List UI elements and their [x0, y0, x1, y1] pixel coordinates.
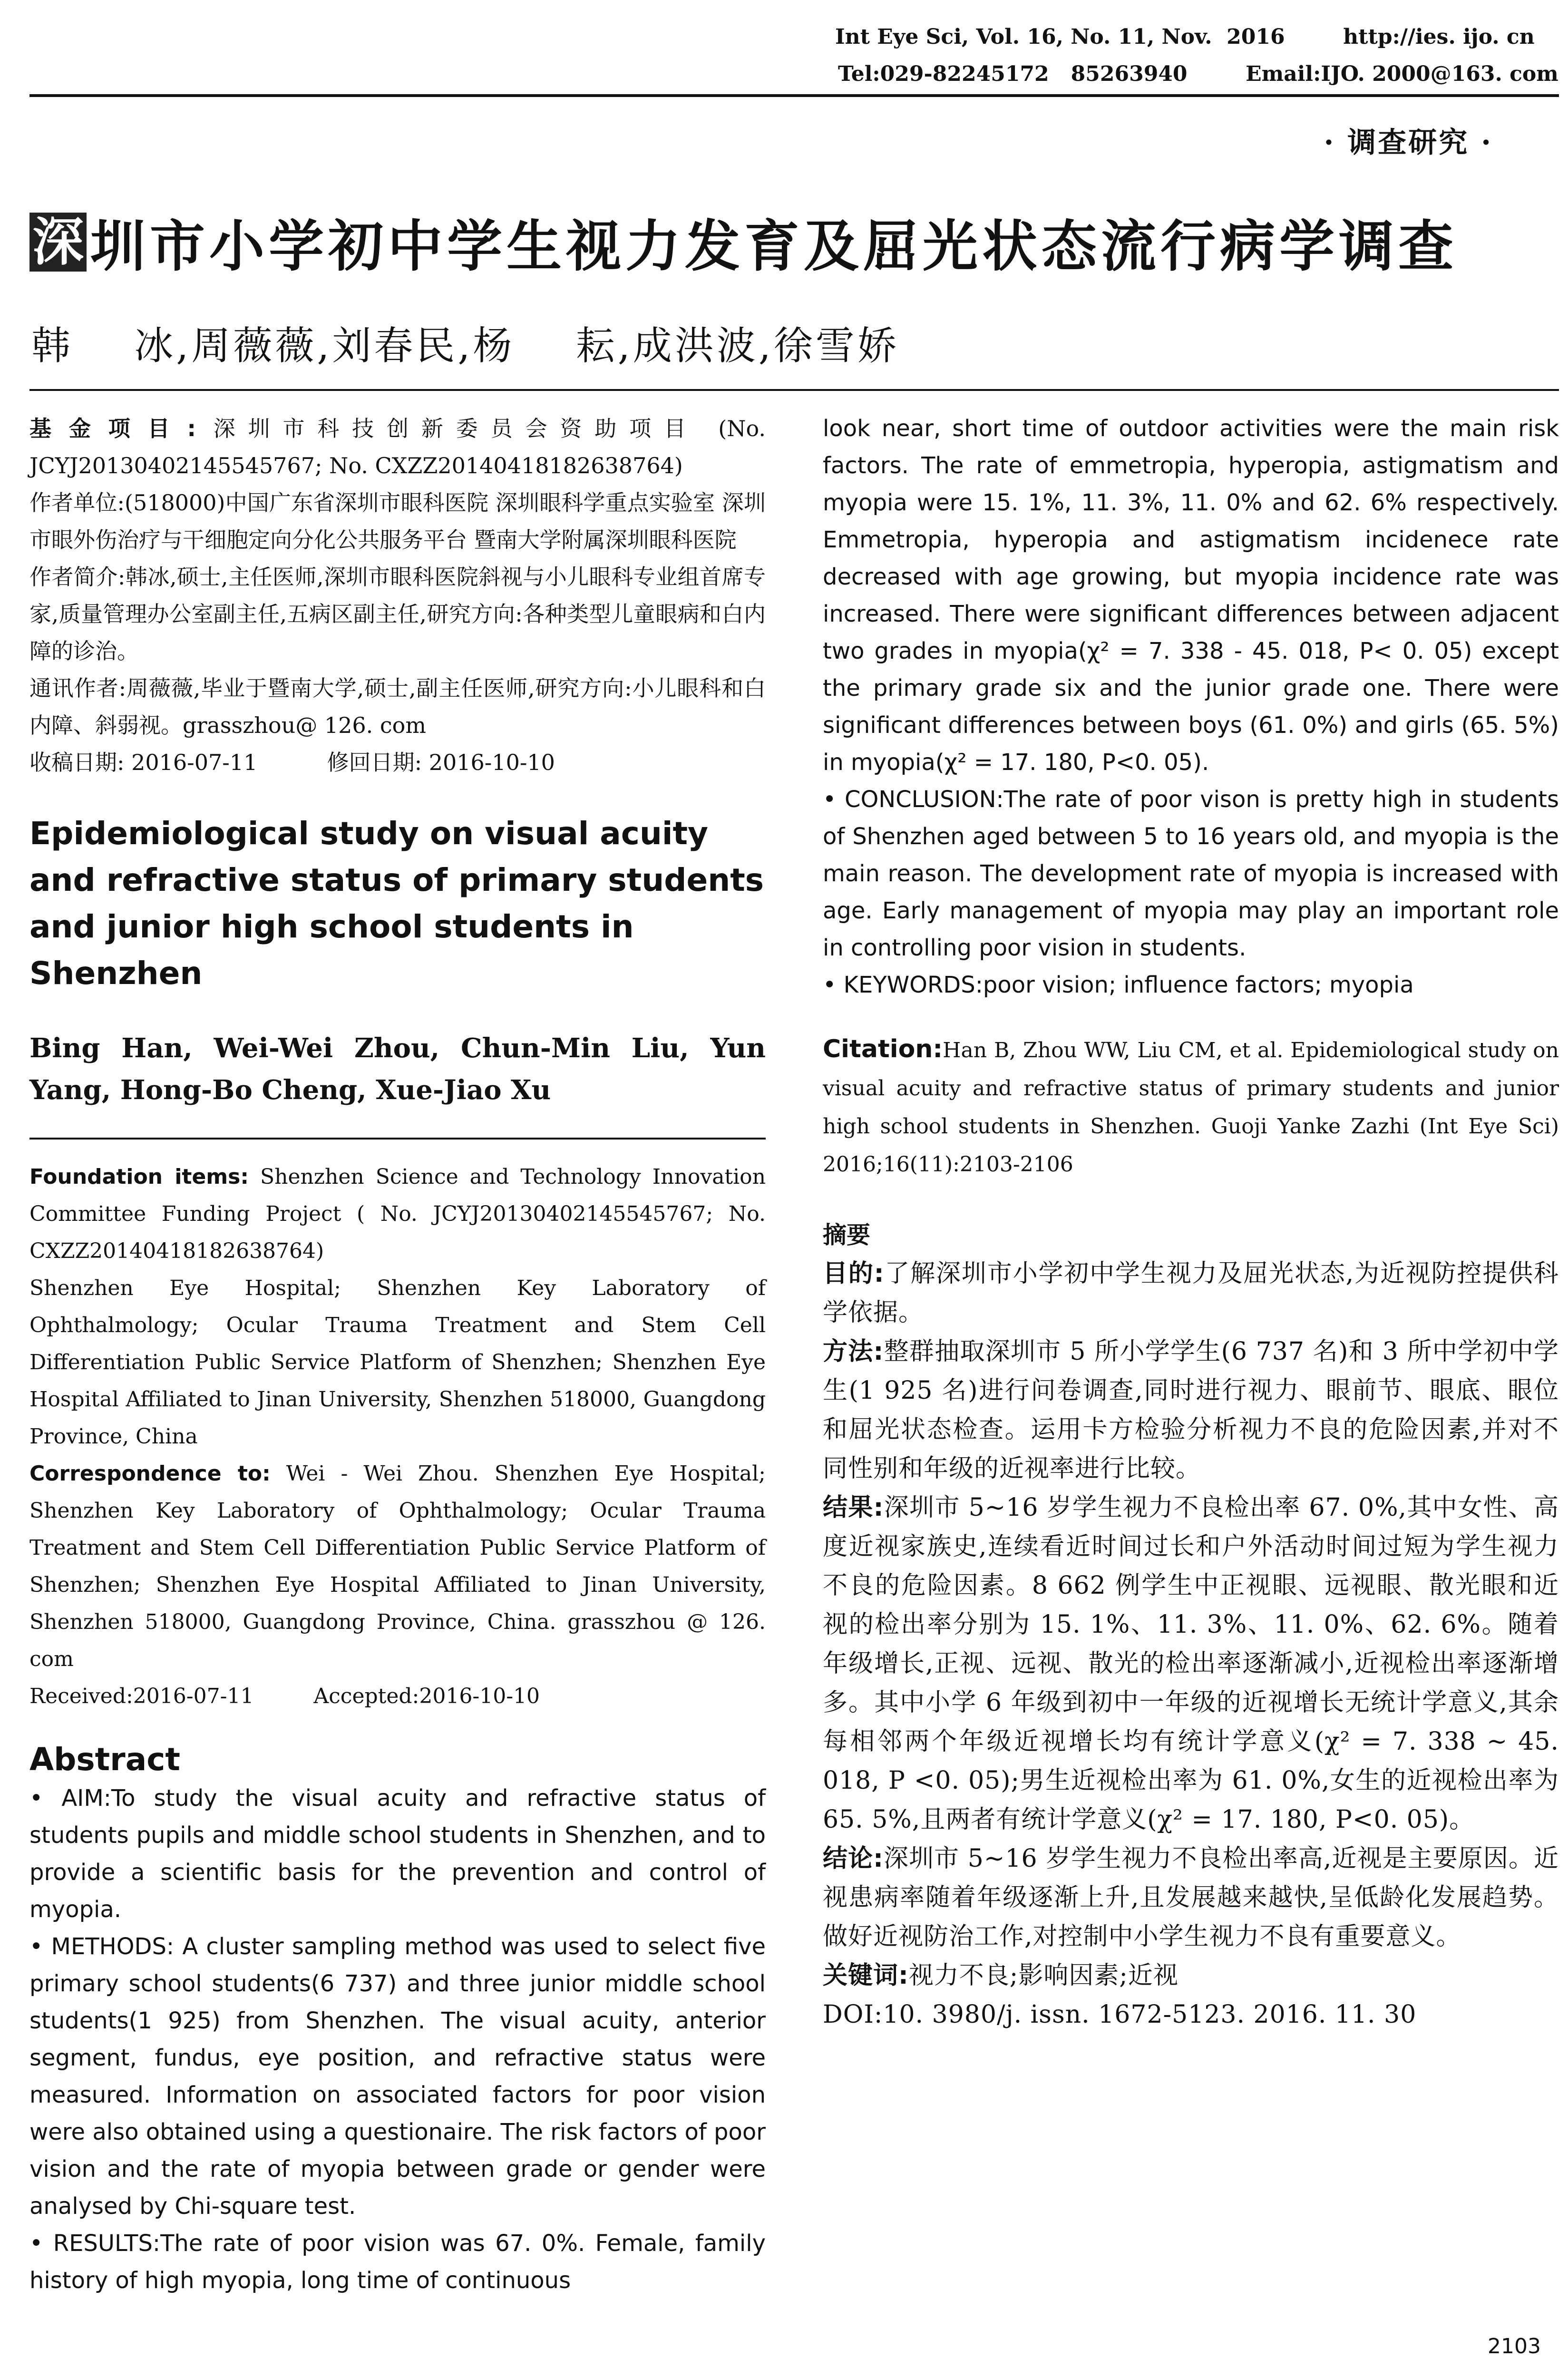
corr-text: 周薇薇,毕业于暨南大学,硕士,副主任医师,研究方向:小儿眼科和白内障、斜弱视。grasszhou@ 126. com [29, 675, 766, 738]
abstract-aim [29, 1780, 766, 1928]
conclusion-label: • CONCLUSION: [823, 786, 1004, 813]
keywords-label: • KEYWORDS: [823, 972, 983, 998]
corr-info-cn [29, 670, 766, 744]
cn-kw-label: 关键词: [823, 1961, 909, 1990]
title-text: 圳市小学初中学生视力发育及屈光状态流行病学调查 [90, 214, 1458, 279]
journal-header-line1: Int Eye Sci, Vol. 16, No. 11, Nov. 2016 http://ies. ijo. cn [835, 25, 1535, 49]
bio-text: 韩冰,硕士,主任医师,深圳市眼科医院斜视与小儿眼科专业组首席专家,质量管理办公室副主任,五病区副主任,研究方向:各种类型儿童眼病和白内障的诊治。 [29, 564, 766, 664]
abstract-conclusion [823, 781, 1559, 966]
header-rule [29, 94, 1559, 97]
foundation-items [29, 1159, 766, 1270]
results-label: • RESULTS: [29, 2230, 161, 2257]
cn-abstract-aim [823, 1254, 1559, 1332]
cn-abstract-result [823, 1488, 1559, 1839]
article-title [29, 202, 1458, 282]
authors-chinese: 韩 冰,周薇薇,刘春民,杨 耘,成洪波,徐雪娇 [31, 323, 899, 369]
affiliation-en: Shenzhen Eye Hospital; Shenzhen Key Laboratory of Ophthalmology; Ocular Trauma Treatment and Stem Cell Differentiation Public Service Platform of Shenzhen; Shenzhen Eye Hospital Affiliated to Jinan University, Shenzhen 518000, Guangdong Province, China [29, 1276, 766, 1449]
chinese-abstract-heading: 摘要 [823, 1221, 870, 1249]
aim-label: • AIM: [29, 1785, 111, 1812]
cn-aim-label: 目的: [823, 1259, 885, 1288]
bio-label: 作者简介: [29, 564, 126, 590]
title-rule [29, 389, 1559, 391]
received-date-cn: 收稿日期: 2016-07-11 [29, 750, 258, 775]
cn-kw-text: 视力不良;影响因素;近视 [908, 1961, 1178, 1990]
cn-abstract-method [823, 1332, 1559, 1488]
abstract-methods [29, 1928, 766, 2225]
cn-keywords [823, 1956, 1559, 1995]
foundation-label: Foundation items: [29, 1165, 249, 1189]
methods-text: A cluster sampling method was used to select five primary school students(6 737) and three junior middle school students(1 925) from Shenzhen. The visual acuity, anterior segment, fundus, eye position, and refractive status were measured. Information on associated factors for poor vision were also obtained using a questionaire. The risk factors of poor vision and the rate of myopia between grade or gender were analysed by Chi-square test. [29, 1933, 766, 2220]
fund-label: 基金项目: [29, 416, 201, 441]
aim-text: To study the visual acuity and refractive status of students pupils and middle school students in Shenzhen, and to provide a scientific basis for the prevention and control of myopia. [29, 1785, 766, 1923]
cn-aim-text: 了解深圳市小学初中学生视力及屈光状态,为近视防控提供科学依据。 [823, 1259, 1559, 1327]
unit-text: (518000)中国广东省深圳市眼科医院 深圳眼科学重点实验室 深圳市眼外伤治疗与干细胞定向分化公共服务平台 暨南大学附属深圳眼科医院 [29, 490, 766, 553]
citation-text: Han B, Zhou WW, Liu CM, et al. Epidemiological study on visual acuity and refractive status of primary students and junior high school students in Shenzhen. Guoji Yanke Zazhi (Int Eye Sci) 2016;16(11):2103-2106 [823, 1038, 1559, 1177]
english-title: Epidemiological study on visual acuity and refractive status of primary students and junior high school students in Shenzhen [29, 815, 764, 992]
citation-label: Citation: [823, 1035, 943, 1063]
section-tag: · 调查研究 · [1324, 126, 1493, 159]
abstract-heading: Abstract [29, 1741, 180, 1778]
dates-cn [29, 744, 766, 781]
bio-info-cn [29, 558, 766, 670]
cn-method-text: 整群抽取深圳市 5 所小学学生(6 737 名)和 3 所中学初中学生(1 925 名)进行问卷调查,同时进行视力、眼前节、眼底、眼位和屈光状态检查。运用卡方检验分析视力不良的危险因素,并对不同性别和年级的近视率进行比较。 [823, 1337, 1559, 1483]
results-text: The rate of poor vision was 67. 0%. Female, family history of high myopia, long time of continuous [29, 2230, 766, 2294]
revised-date-cn: 修回日期: 2016-10-10 [327, 750, 555, 775]
cn-method-label: 方法: [823, 1337, 884, 1366]
right-column [823, 410, 1559, 2034]
abstract-results [29, 2225, 766, 2299]
left-column [29, 410, 766, 2299]
english-authors: Bing Han, Wei-Wei Zhou, Chun-Min Liu, Yun Yang, Hong-Bo Cheng, Xue-Jiao Xu [29, 1033, 766, 1106]
title-initial-char: 深 [29, 213, 87, 272]
doi: DOI:10. 3980/j. issn. 1672-5123. 2016. 11. 30 [823, 2000, 1417, 2029]
cn-concl-text: 深圳市 5~16 岁学生视力不良检出率高,近视是主要原因。近视患病率随着年级逐渐上升,且发展越来越快,呈低龄化发展趋势。做好近视防治工作,对控制中小学生视力不良有重要意义。 [823, 1844, 1559, 1951]
dates-en [29, 1678, 766, 1715]
abstract-results-continued: look near, short time of outdoor activities were the main risk factors. The rate of emmetropia, hyperopia, astigmatism and myopia were 15. 1%, 11. 3%, 11. 0% and 62. 6% respectively. Emmetropia, hyperopia and astigmatism incidenece rate decreased with age growing, but myopia incidence rate was increased. There were significant differences between adjacent two grades in myopia(χ² = 7. 338 - 45. 018, P< 0. 05) except the primary grade six and the junior grade one. There were significant differences between boys (61. 0%) and girls (65. 5%) in myopia(χ² = 17. 180, P<0. 05). [823, 415, 1559, 776]
foundation-text: Shenzhen Science and Technology Innovation Committee Funding Project ( No. JCYJ20130402145545767; No. CXZZ20140418182638764) [29, 1165, 766, 1263]
abstract-keywords [823, 966, 1559, 1003]
received-date-en: Received:2016-07-11 [29, 1684, 254, 1708]
unit-label: 作者单位: [29, 490, 125, 516]
conclusion-text: The rate of poor vison is pretty high in students of Shenzhen aged between 5 to 16 years old, and myopia is the main reason. The development rate of myopia is increased with age. Early management of myopia may play an important role in controlling poor vision in students. [823, 786, 1559, 961]
methods-label: • METHODS: [29, 1933, 175, 1960]
keywords-text: poor vision; influence factors; myopia [983, 972, 1414, 998]
correspondence-en [29, 1455, 766, 1678]
cn-abstract-conclusion [823, 1839, 1559, 1956]
unit-info-cn [29, 484, 766, 558]
citation [823, 1030, 1559, 1184]
fund-info-cn [29, 410, 766, 484]
cn-concl-label: 结论: [823, 1844, 884, 1873]
cn-result-label: 结果: [823, 1493, 884, 1522]
page-number: 2103 [1488, 2334, 1541, 2358]
correspondence-label: Correspondence to: [29, 1461, 271, 1486]
journal-header-line2: Tel:029-82245172 85263940 Email:IJO. 2000@163. com [838, 62, 1558, 86]
section-rule [29, 1138, 766, 1140]
corr-label: 通讯作者: [29, 675, 127, 701]
accepted-date-en: Accepted:2016-10-10 [313, 1684, 540, 1708]
fund-text: 深圳市科技创新委员会资助项目 (No. JCYJ20130402145545767; No. CXZZ20140418182638764) [29, 416, 766, 478]
correspondence-text: Wei - Wei Zhou. Shenzhen Eye Hospital; Shenzhen Key Laboratory of Ophthalmology; Ocular Trauma Treatment and Stem Cell Differentiation Public Service Platform of Shenzhen; Shenzhen Eye Hospital Affiliated to Jinan University, Shenzhen 518000, Guangdong Province, China. grasszhou @ 126. com [29, 1461, 766, 1671]
cn-result-text: 深圳市 5~16 岁学生视力不良检出率 67. 0%,其中女性、高度近视家族史,连续看近时间过长和户外活动时间过短为学生视力不良的危险因素。8 662 例学生中正视眼、远视眼、散光眼和近视的检出率分别为 15. 1%、11. 3%、11. 0%、62. 6%。随着年级增长,正视、远视、散光的检出率逐渐减小,近视检出率逐渐增多。其中小学 6 年级到初中一年级的近视增长无统计学意义,其余每相邻两个年级近视增长均有统计学意义(χ² = 7. 338 ~ 45. 018, P <0. 05);男生近视检出率为 61. 0%,女生的近视检出率为 65. 5%,且两者有统计学意义(χ² = 17. 180, P<0. 05)。 [823, 1493, 1559, 1834]
